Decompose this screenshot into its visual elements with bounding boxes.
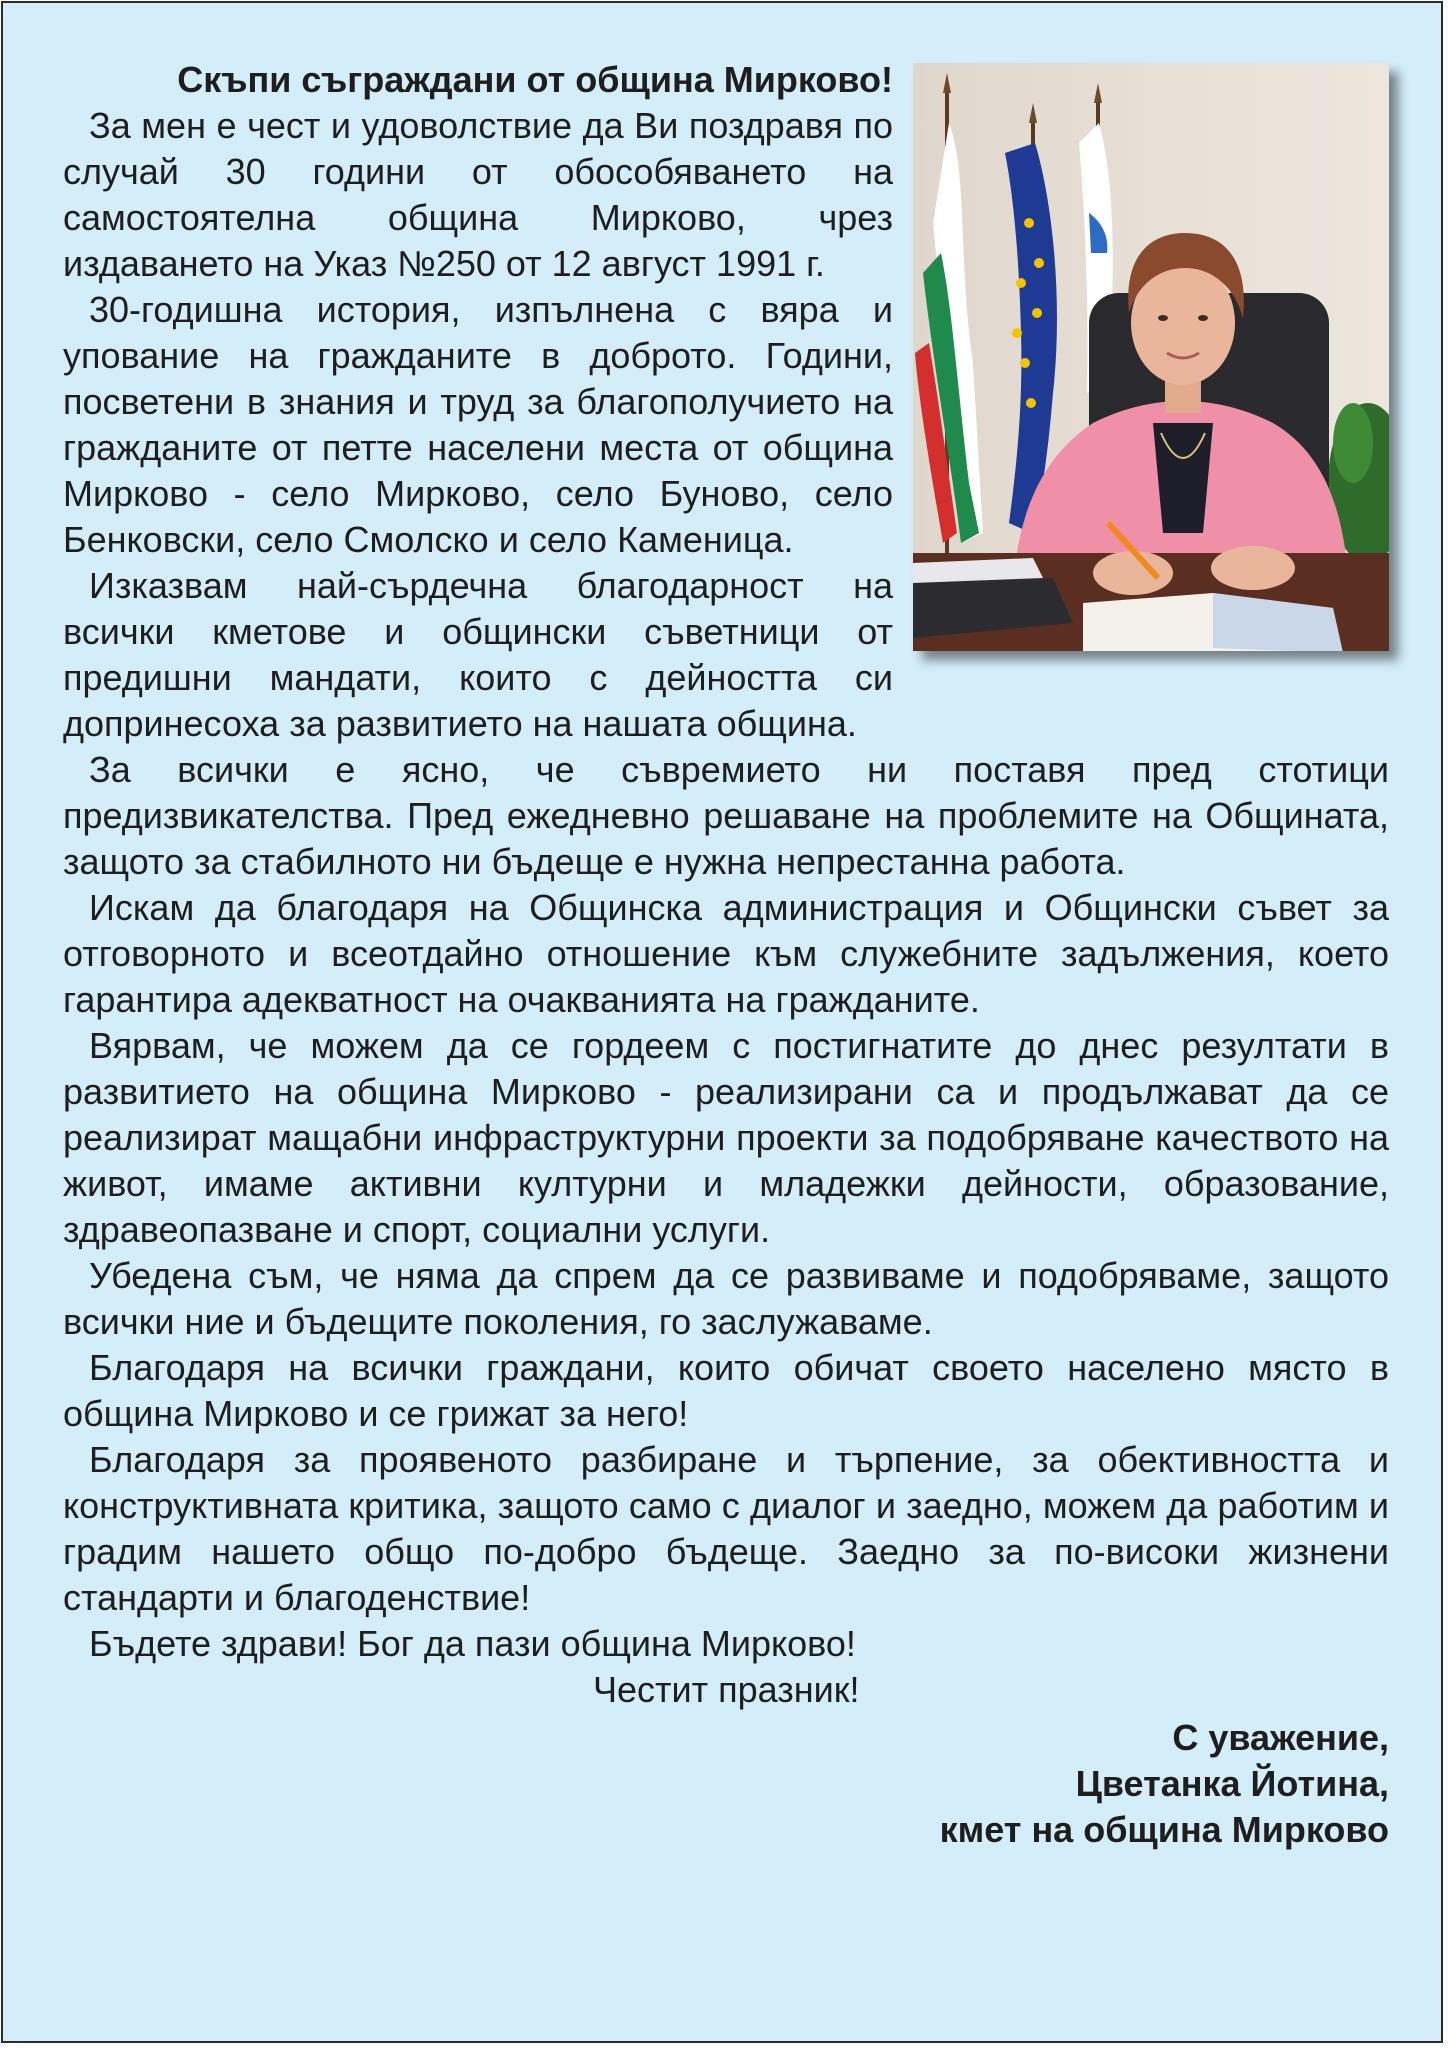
letter-paragraph-10: Бъдете здрави! Бог да пази община Мирково! [89,1623,856,1664]
mayor-portrait-photo [913,63,1389,651]
letter-content [63,57,1389,1853]
signature-regards: С уважение, [1172,1717,1389,1758]
mayor-portrait-icon [913,63,1389,651]
signature-position: кмет на община Мирково [939,1809,1389,1850]
signature-block [63,1715,1389,1853]
signature-name: Цветанка Йотина, [1075,1763,1389,1804]
letter-paragraph-2: 30-годишна история, изпълнена с вяра и упование на гражданите в доброто. Години, посветени в знания и труд за благополучието на гражданите от петте населени места от община Мирково - село Мирково, село Буново, село Бенковски, село Смолско и село Каменица. [63,289,893,560]
closing-wish: Честит празник! [593,1669,860,1710]
letter-page [1,1,1443,2043]
letter-paragraph-9: Благодаря за проявеното разбиране и търпение, за обективността и конструктивната критика, защото само с диалог и заедно, можем да работим и градим нашето общо по-добро бъдеще. Заедно за по-високи жизнени стандарти и благоденствие! [63,1439,1389,1618]
letter-greeting: Скъпи съграждани от община Мирково! [177,59,893,100]
letter-paragraph-1: За мен е чест и удоволствие да Ви поздравя по случай 30 години от обособяването на самостоятелна община Мирково, чрез издаването на Указ №250 от 12 август 1991 г. [63,105,893,284]
letter-paragraph-4: За всички е ясно, че съвремието ни поставя пред стотици предизвикателства. Пред ежедневно решаване на проблемите на Общината, защото за стабилното ни бъдеще е нужна непрестанна работа. [63,749,1389,882]
letter-paragraph-5: Искам да благодаря на Общинска администрация и Общински съвет за отговорното и всеотдайно отношение към служебните задължения, което гарантира адекватност на очакванията на гражданите. [63,887,1389,1020]
letter-paragraph-8: Благодаря на всички граждани, които обичат своето населено място в община Мирково и се грижат за него! [63,1347,1389,1434]
letter-paragraph-6: Вярвам, че можем да се гордеем с постигнатите до днес резултати в развитието на община Мирково - реализирани са и продължават да се реализират мащабни инфраструктурни проекти за подобряване качеството на живот, имаме активни културни и младежки дейности, образование, здравеопазване и спорт, социални услуги. [63,1025,1389,1250]
letter-paragraph-7: Убедена съм, че няма да спрем да се развиваме и подобряваме, защото всички ние и бъдещите поколения, го заслужаваме. [63,1255,1389,1342]
letter-paragraph-3: Изказвам най-сърдечна благодарност на всички кметове и общински съветници от предишни мандати, които с дейността си допринесоха за развитието на нашата община. [63,565,893,744]
